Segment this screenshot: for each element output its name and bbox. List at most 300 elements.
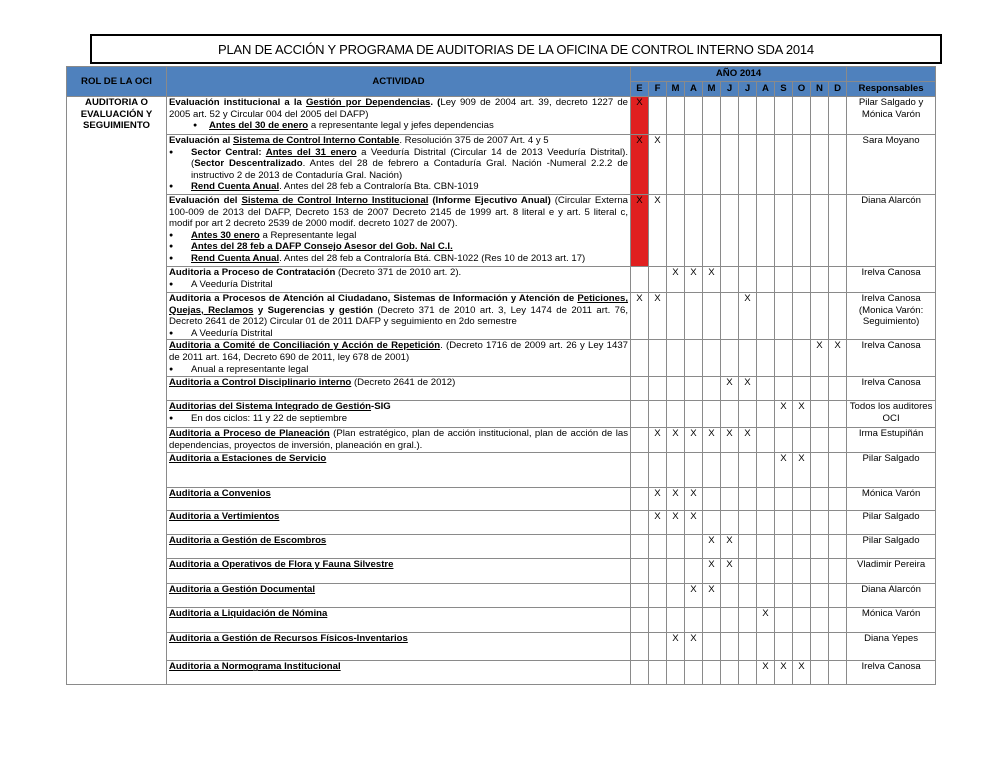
month-cell: X	[721, 559, 739, 584]
month-cell	[631, 584, 649, 608]
text-segment: Antes del 31 enero	[265, 146, 357, 158]
activity-text	[169, 195, 628, 230]
month-cell	[703, 340, 721, 377]
month-cell	[829, 428, 847, 453]
text-segment: Auditoria a Proceso de Planeación	[169, 428, 330, 440]
month-cell	[829, 377, 847, 401]
text-segment: y Sugerencias y gestión	[253, 304, 373, 316]
month-cell	[811, 293, 829, 340]
month-cell	[667, 559, 685, 584]
month-cell: X	[667, 633, 685, 661]
month-cell	[793, 340, 811, 377]
month-cell	[757, 488, 775, 511]
month-cell	[829, 97, 847, 135]
month-cell	[685, 293, 703, 340]
month-cell	[721, 608, 739, 633]
month-cell: X	[667, 428, 685, 453]
month-cell	[739, 661, 757, 685]
activity-text	[169, 267, 628, 279]
month-cell	[631, 377, 649, 401]
month-cell	[793, 428, 811, 453]
month-cell	[775, 340, 793, 377]
month-cell	[757, 267, 775, 293]
month-cell	[793, 135, 811, 195]
month-cell	[775, 428, 793, 453]
activity-cell	[167, 97, 631, 135]
month-cell	[757, 428, 775, 453]
month-cell	[811, 535, 829, 559]
month-cell	[685, 135, 703, 195]
month-cell	[631, 488, 649, 511]
month-cell: X	[757, 608, 775, 633]
month-cell	[703, 195, 721, 267]
month-cell	[631, 661, 649, 685]
text-segment: -SIG	[371, 401, 391, 413]
activity-bullet	[169, 147, 628, 182]
month-header: M	[703, 82, 721, 97]
responsable-cell: Sara Moyano	[847, 135, 936, 195]
month-cell	[631, 340, 649, 377]
month-cell	[829, 267, 847, 293]
responsable-cell: Mónica Varón	[847, 488, 936, 511]
month-cell	[649, 535, 667, 559]
month-cell	[829, 584, 847, 608]
activity-text	[169, 401, 628, 413]
text-segment: a Veeduría Distrital (Circular 14 de 2013 Veeduría Distrital). (	[191, 146, 629, 170]
table-row	[67, 195, 936, 267]
month-cell	[721, 401, 739, 428]
activity-bullet	[169, 413, 628, 425]
activity-text	[169, 428, 628, 451]
text-segment: Sistema de Control Interno Institucional	[241, 195, 429, 206]
month-cell	[793, 608, 811, 633]
month-cell	[829, 135, 847, 195]
month-cell	[739, 535, 757, 559]
header-blank	[847, 67, 936, 82]
month-cell	[739, 135, 757, 195]
month-cell	[757, 135, 775, 195]
month-cell	[775, 608, 793, 633]
table-row	[67, 488, 936, 511]
month-cell	[829, 401, 847, 428]
month-cell	[811, 584, 829, 608]
month-cell: X	[775, 401, 793, 428]
activity-cell	[167, 608, 631, 633]
month-cell	[667, 401, 685, 428]
month-cell	[667, 453, 685, 488]
month-cell	[631, 428, 649, 453]
month-cell	[667, 661, 685, 685]
text-segment: Sector Central:	[191, 146, 266, 158]
month-cell	[829, 511, 847, 535]
month-cell	[829, 195, 847, 267]
responsable-cell: Irma Estupiñán	[847, 428, 936, 453]
responsable-cell: Vladimir Pereira	[847, 559, 936, 584]
month-cell: X	[631, 97, 649, 135]
month-cell: X	[793, 401, 811, 428]
month-cell	[757, 559, 775, 584]
header-year: AÑO 2014	[631, 67, 847, 82]
month-cell: X	[649, 135, 667, 195]
activity-text	[169, 340, 628, 363]
month-cell	[739, 340, 757, 377]
month-cell	[739, 195, 757, 267]
month-cell: X	[649, 488, 667, 511]
month-header: F	[649, 82, 667, 97]
month-cell	[631, 511, 649, 535]
text-segment: (Decreto 371 de 2010 art. 2).	[335, 267, 462, 278]
activity-bullet	[169, 241, 628, 253]
text-segment: . Antes del 28 de febrero a Contaduría Gral. Nación -Numeral 2.2.2 de instructivo 2 de 2013 de Contaduría Gral. Nación)	[191, 158, 629, 181]
activity-cell	[167, 535, 631, 559]
text-segment: Evaluación institucional a la	[169, 97, 306, 108]
activity-text	[169, 661, 628, 673]
activity-cell	[167, 135, 631, 195]
text-segment: Evaluación al	[169, 135, 233, 146]
month-cell	[685, 661, 703, 685]
month-cell	[775, 293, 793, 340]
month-cell	[721, 661, 739, 685]
month-header: J	[721, 82, 739, 97]
month-cell	[775, 584, 793, 608]
activity-text	[169, 633, 628, 645]
activity-text	[169, 453, 628, 465]
header-actividad: ACTIVIDAD	[167, 67, 631, 97]
month-cell	[685, 340, 703, 377]
text-segment: Auditoria a Control Disciplinario interno	[169, 377, 352, 389]
month-cell	[757, 453, 775, 488]
activity-text	[169, 535, 628, 547]
month-cell	[649, 97, 667, 135]
month-cell	[631, 453, 649, 488]
header-rol: ROL DE LA OCI	[67, 67, 167, 97]
month-cell	[775, 97, 793, 135]
activity-text	[169, 511, 628, 523]
month-cell	[703, 453, 721, 488]
month-cell	[667, 608, 685, 633]
text-segment: Rend Cuenta Anual	[191, 181, 280, 193]
month-cell	[667, 377, 685, 401]
month-cell	[649, 267, 667, 293]
text-segment: Auditoria a Liquidación de Nómina	[169, 608, 328, 620]
month-cell	[721, 511, 739, 535]
activity-cell	[167, 293, 631, 340]
month-cell	[667, 535, 685, 559]
month-cell	[649, 453, 667, 488]
month-cell	[685, 97, 703, 135]
text-segment: Sector Descentralizado	[194, 158, 303, 170]
text-segment: a Representante legal	[259, 229, 357, 241]
plan-body	[67, 97, 936, 685]
month-cell	[775, 535, 793, 559]
month-cell	[703, 661, 721, 685]
activity-text	[169, 97, 628, 120]
table-row	[67, 135, 936, 195]
text-segment: . Antes del 28 feb a Contraloría Btá. CBN-1022 (Res 10 de 2013 art. 17)	[279, 252, 586, 264]
month-cell	[703, 608, 721, 633]
month-cell	[649, 559, 667, 584]
month-cell	[703, 401, 721, 428]
month-cell: X	[775, 661, 793, 685]
activity-text	[169, 488, 628, 500]
month-cell	[739, 584, 757, 608]
month-header: E	[631, 82, 649, 97]
month-cell: X	[793, 453, 811, 488]
text-segment: Auditoria a Normograma Institucional	[169, 661, 341, 673]
month-cell	[793, 559, 811, 584]
month-cell	[739, 608, 757, 633]
text-segment: Auditoria a Procesos de Atención al Ciudadano, Sistemas de Información y Atención de	[169, 293, 578, 304]
month-cell	[631, 559, 649, 584]
month-cell	[685, 559, 703, 584]
month-cell	[703, 488, 721, 511]
month-cell: X	[631, 293, 649, 340]
header-responsables: Responsables	[847, 82, 936, 97]
responsable-cell: Irelva Canosa (Monica Varón: Seguimiento)	[847, 293, 936, 340]
month-cell	[703, 377, 721, 401]
month-cell: X	[667, 488, 685, 511]
month-cell	[793, 511, 811, 535]
month-cell	[811, 661, 829, 685]
month-cell	[721, 584, 739, 608]
activity-bullet	[169, 120, 628, 132]
activity-cell	[167, 488, 631, 511]
month-cell	[793, 535, 811, 559]
month-cell: X	[703, 584, 721, 608]
activity-cell	[167, 340, 631, 377]
activity-cell	[167, 559, 631, 584]
month-header: A	[685, 82, 703, 97]
month-cell	[685, 453, 703, 488]
table-row	[67, 584, 936, 608]
text-segment: Auditoria a Operativos de Flora y Fauna Silvestre	[169, 559, 394, 571]
table-row	[67, 377, 936, 401]
month-cell	[829, 633, 847, 661]
table-row	[67, 559, 936, 584]
month-cell: X	[739, 293, 757, 340]
month-cell	[793, 377, 811, 401]
month-cell	[793, 97, 811, 135]
month-cell	[649, 584, 667, 608]
activity-text	[169, 559, 628, 571]
text-segment: (Plan estratégico, plan de acción institucional, plan de acción de las dependencias, proyectos de inversión, planeación en gral.).	[169, 428, 629, 451]
month-cell	[757, 97, 775, 135]
activity-cell	[167, 195, 631, 267]
text-segment: Auditoria a Estaciones de Servicio	[169, 453, 327, 465]
responsable-cell: Pilar Salgado	[847, 535, 936, 559]
table-row	[67, 267, 936, 293]
month-cell	[775, 135, 793, 195]
text-segment: Auditoria a Gestión Documental	[169, 584, 316, 596]
month-cell	[667, 195, 685, 267]
activity-cell	[167, 661, 631, 685]
month-cell	[757, 511, 775, 535]
month-cell	[793, 267, 811, 293]
month-cell	[649, 377, 667, 401]
month-cell	[631, 401, 649, 428]
responsable-cell: Diana Alarcón	[847, 195, 936, 267]
month-cell	[811, 135, 829, 195]
month-cell	[739, 267, 757, 293]
month-cell	[757, 340, 775, 377]
month-header: M	[667, 82, 685, 97]
month-cell	[757, 584, 775, 608]
month-cell	[811, 195, 829, 267]
text-segment: Auditoria a Vertimientos	[169, 511, 280, 523]
text-segment: Rend Cuenta Anual	[191, 252, 280, 264]
month-cell	[631, 633, 649, 661]
responsable-cell: Diana Alarcón	[847, 584, 936, 608]
table-row	[67, 97, 936, 135]
month-cell: X	[667, 267, 685, 293]
responsable-cell: Todos los auditores OCI	[847, 401, 936, 428]
rol-cell: AUDITORIA O EVALUACIÓN Y SEGUIMIENTO	[67, 97, 167, 685]
text-segment: Auditoria a Gestión de Recursos Físicos-Inventarios	[169, 633, 408, 645]
month-cell	[685, 535, 703, 559]
table-row	[67, 340, 936, 377]
month-cell	[829, 559, 847, 584]
month-cell: X	[685, 633, 703, 661]
month-cell	[649, 608, 667, 633]
month-cell: X	[739, 428, 757, 453]
month-cell: X	[829, 340, 847, 377]
month-cell	[829, 535, 847, 559]
table-row	[67, 633, 936, 661]
month-cell	[811, 428, 829, 453]
text-segment: (Decreto 371 de 2010 art. 3, Ley 1474 de 2011 art. 76, Decreto 2641 de 2012) Circular 01 de 2011 DAFP y seguimiento en 2do semestre	[169, 304, 628, 328]
month-cell	[667, 340, 685, 377]
activity-cell	[167, 633, 631, 661]
month-cell	[739, 97, 757, 135]
month-header: D	[829, 82, 847, 97]
month-cell: X	[685, 584, 703, 608]
month-cell: X	[649, 195, 667, 267]
month-cell	[703, 135, 721, 195]
activity-bullet	[169, 328, 628, 340]
month-cell	[811, 267, 829, 293]
text-segment: En dos ciclos: 11 y 22 de septiembre	[191, 412, 348, 424]
month-cell	[829, 453, 847, 488]
month-cell	[739, 559, 757, 584]
month-cell	[721, 97, 739, 135]
month-cell	[721, 267, 739, 293]
text-segment: Auditoria a Proceso de Contratación	[169, 267, 336, 278]
month-cell: X	[721, 428, 739, 453]
month-cell	[649, 401, 667, 428]
month-cell	[829, 608, 847, 633]
month-cell	[811, 608, 829, 633]
responsable-cell: Irelva Canosa	[847, 340, 936, 377]
activity-bullet	[169, 230, 628, 242]
text-segment: (Circular Externa 100-009 de 2013 del DAFP, Decreto 153 de 2007 Decreto 2145 de 1999 art. 8 literal e y art. 5 literal c, modif por art 2 decreto 2539 de 2000 modif. decreto 1027 de 2007).	[169, 195, 628, 230]
month-cell	[811, 97, 829, 135]
month-cell	[793, 488, 811, 511]
text-segment: (Decreto 2641 de 2012)	[351, 377, 456, 389]
activity-text	[169, 377, 628, 389]
month-cell	[757, 195, 775, 267]
text-segment: . (	[430, 97, 441, 108]
month-header: A	[757, 82, 775, 97]
month-cell: X	[685, 488, 703, 511]
month-cell	[721, 195, 739, 267]
month-cell: X	[703, 535, 721, 559]
month-cell	[829, 661, 847, 685]
month-cell	[631, 608, 649, 633]
month-cell	[793, 633, 811, 661]
activity-bullet	[169, 181, 628, 193]
text-segment: Antes del 28 feb a DAFP Consejo Asesor del Gob. Nal C.I.	[191, 241, 453, 253]
responsable-cell: Pilar Salgado y Mónica Varón	[847, 97, 936, 135]
table-row	[67, 511, 936, 535]
table-row	[67, 608, 936, 633]
table-row	[67, 428, 936, 453]
month-cell	[667, 584, 685, 608]
text-segment: Auditoria a Comité de Conciliación y Acción de Repetición	[169, 340, 441, 352]
month-cell	[757, 535, 775, 559]
month-cell	[811, 559, 829, 584]
responsable-cell: Diana Yepes	[847, 633, 936, 661]
month-cell	[739, 453, 757, 488]
month-cell: X	[739, 377, 757, 401]
table-row	[67, 661, 936, 685]
month-cell	[775, 559, 793, 584]
month-cell	[811, 453, 829, 488]
month-cell	[775, 377, 793, 401]
month-cell	[829, 488, 847, 511]
month-cell	[631, 267, 649, 293]
text-segment: A Veeduría Distrital	[191, 327, 273, 339]
month-cell	[811, 488, 829, 511]
month-cell	[721, 293, 739, 340]
month-cell	[793, 293, 811, 340]
text-segment: (Informe Ejecutivo Anual)	[428, 195, 551, 206]
month-cell	[667, 97, 685, 135]
month-cell	[739, 633, 757, 661]
activity-cell	[167, 511, 631, 535]
month-cell	[775, 488, 793, 511]
month-cell	[739, 401, 757, 428]
table-row	[67, 453, 936, 488]
activity-bullet	[169, 279, 628, 291]
month-cell: X	[649, 511, 667, 535]
month-cell	[775, 267, 793, 293]
month-cell	[685, 401, 703, 428]
month-header: J	[739, 82, 757, 97]
activity-bullet	[169, 364, 628, 376]
table-row	[67, 293, 936, 340]
month-cell	[721, 340, 739, 377]
month-cell	[793, 584, 811, 608]
month-cell	[721, 453, 739, 488]
month-cell	[811, 377, 829, 401]
activity-cell	[167, 428, 631, 453]
month-cell	[649, 340, 667, 377]
month-cell: X	[685, 267, 703, 293]
month-cell	[739, 488, 757, 511]
month-cell: X	[631, 135, 649, 195]
activity-text	[169, 293, 628, 328]
month-cell: X	[721, 377, 739, 401]
month-cell	[829, 293, 847, 340]
month-cell	[757, 293, 775, 340]
month-cell: X	[685, 511, 703, 535]
text-segment: A Veeduría Distrital	[191, 278, 273, 290]
text-segment: Sistema de Control Interno Contable	[233, 135, 400, 146]
month-cell: X	[811, 340, 829, 377]
text-segment: Auditoria a Gestión de Escombros	[169, 535, 327, 547]
activity-bullet	[169, 253, 628, 265]
month-cell	[811, 633, 829, 661]
